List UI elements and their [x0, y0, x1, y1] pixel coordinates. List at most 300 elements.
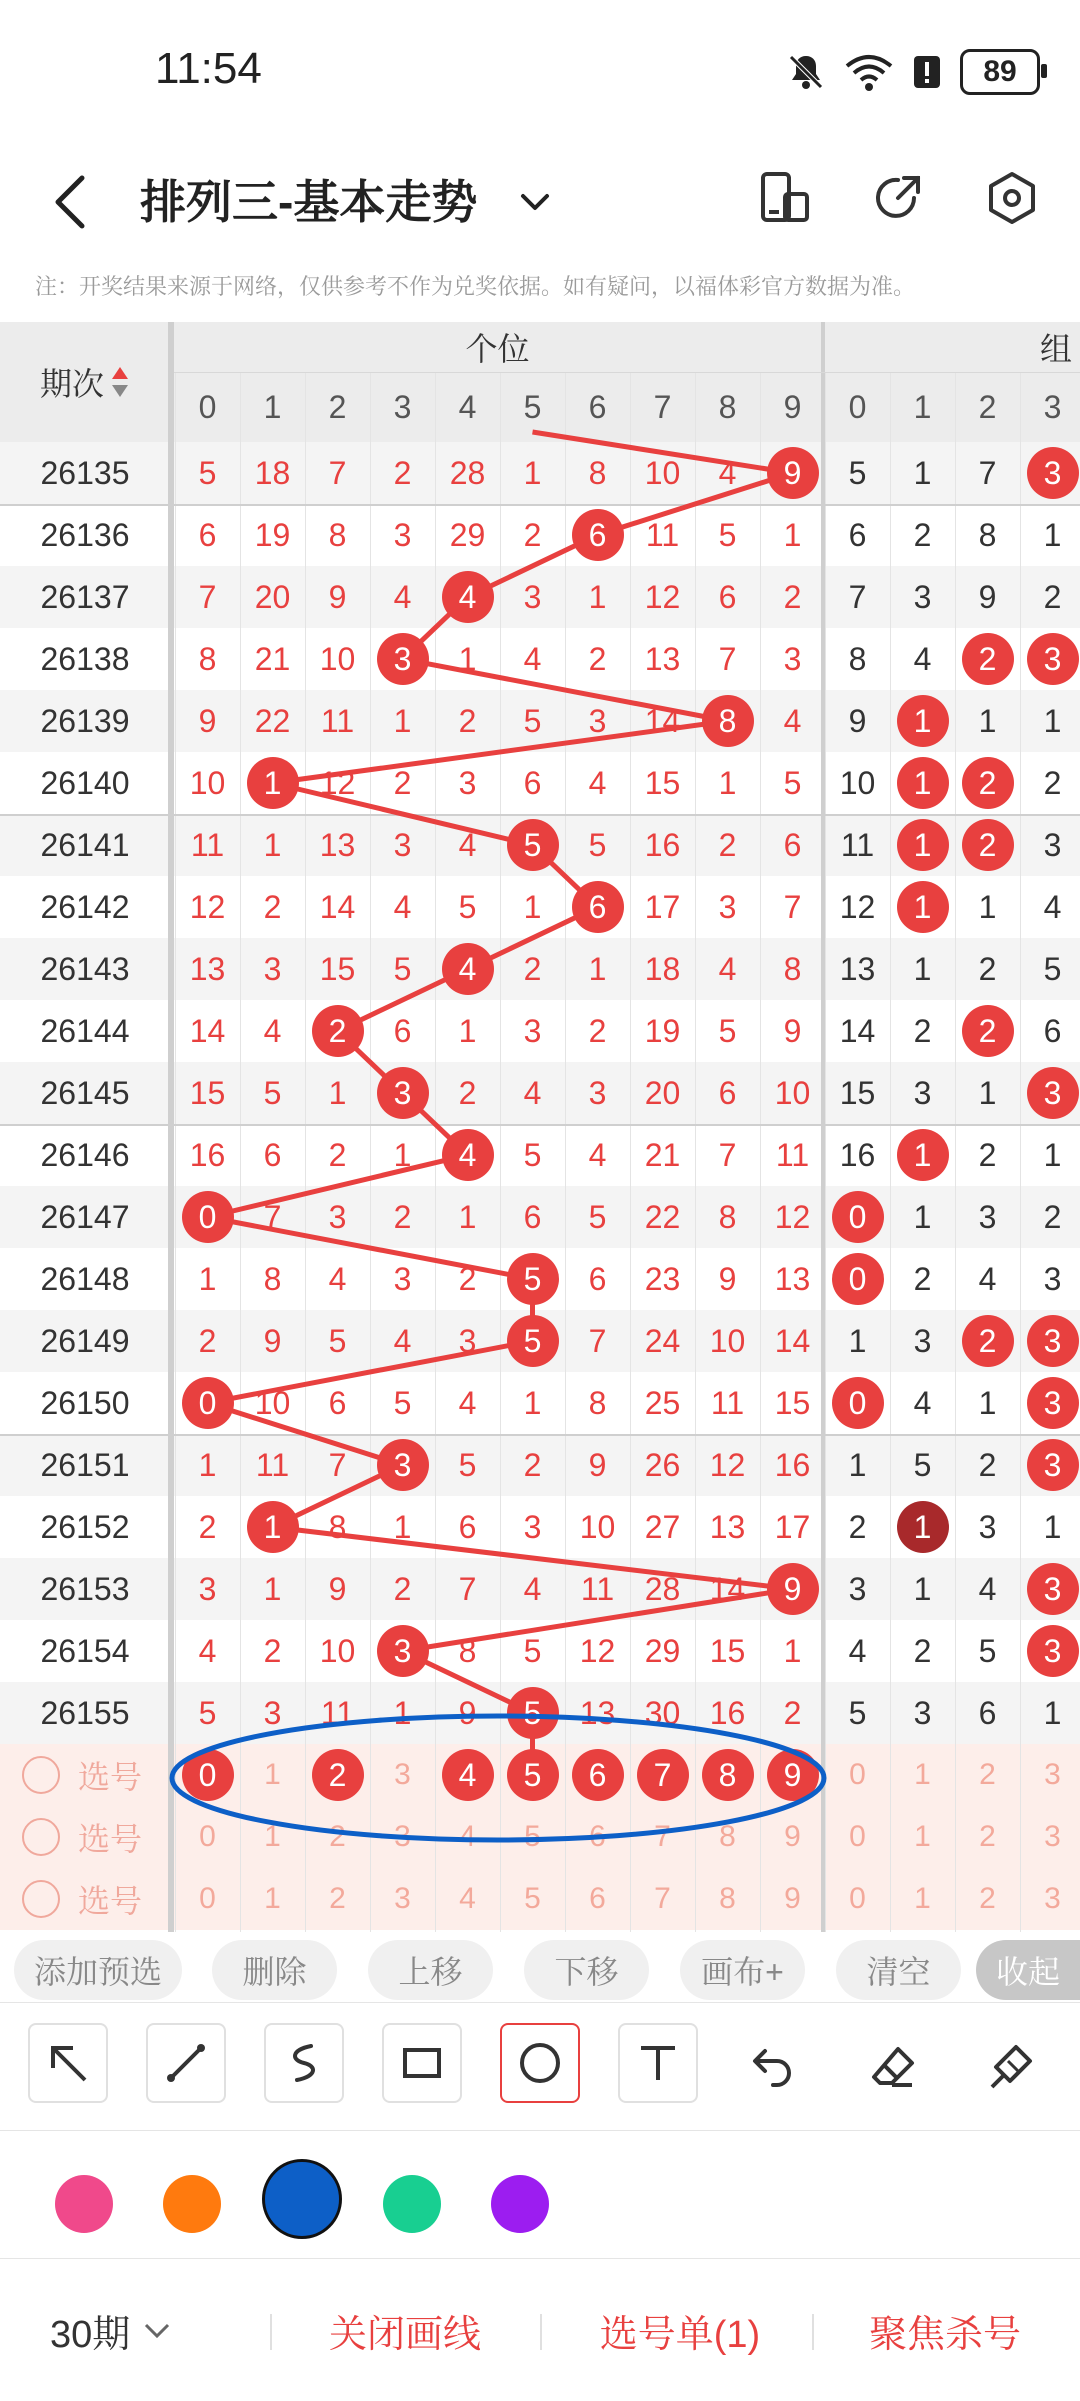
- digit-cell: [695, 690, 760, 752]
- digit-cell: 11: [580, 1570, 615, 1607]
- mute-bell-icon: [786, 52, 826, 92]
- group-cell: 12: [839, 888, 876, 925]
- page-title[interactable]: 排列三-基本走势: [140, 176, 478, 228]
- select-digit[interactable]: 2: [329, 1820, 346, 1853]
- select-group-digit[interactable]: 0: [849, 1758, 866, 1791]
- digit-cell: 1: [523, 1384, 542, 1421]
- group-cell: 1: [978, 1074, 997, 1111]
- group-cell: 4: [913, 640, 932, 677]
- period-cell: 26150: [40, 1384, 130, 1421]
- digit-cell: 7: [458, 1570, 477, 1607]
- period-select[interactable]: [50, 2259, 250, 2401]
- digit-cell: 2: [458, 1074, 477, 1111]
- select-group-digit[interactable]: 1: [914, 1820, 931, 1853]
- group-cell: [1020, 1372, 1080, 1434]
- group-digit-header: 0: [848, 388, 867, 425]
- group-cell: 8: [848, 640, 867, 677]
- group-cell: 4: [978, 1260, 997, 1297]
- digit-cell: 8: [458, 1632, 477, 1669]
- group-cell: 6: [848, 516, 867, 553]
- digit-cell: 16: [644, 826, 681, 863]
- period-cell: 26151: [40, 1446, 130, 1483]
- digit-cell: 6: [328, 1384, 347, 1421]
- move-up-button[interactable]: 上移: [368, 1940, 493, 2000]
- select-digit[interactable]: [760, 1744, 825, 1806]
- digit-cell: 3: [523, 1012, 542, 1049]
- group-cell: 4: [978, 1570, 997, 1607]
- hit-ball: 3: [377, 633, 429, 685]
- digit-cell: 6: [718, 578, 737, 615]
- app-header: [0, 140, 1080, 270]
- digit-cell: 4: [783, 702, 802, 739]
- group-cell: 5: [1043, 950, 1062, 987]
- selected-ball: 9: [767, 1749, 819, 1801]
- select-list-button[interactable]: 选号单(1): [599, 2313, 761, 2356]
- group-hit-ball: 3: [1027, 1563, 1079, 1615]
- group-hit-ball: 0: [832, 1377, 884, 1429]
- digit-cell: [500, 814, 565, 876]
- digit-header: 2: [328, 388, 347, 425]
- brush-icon[interactable]: [986, 2041, 1036, 2091]
- select-digit[interactable]: [175, 1744, 240, 1806]
- digit-cell: 6: [718, 1074, 737, 1111]
- digit-cell: 25: [644, 1384, 681, 1421]
- digit-cell: 20: [644, 1074, 681, 1111]
- undo-icon[interactable]: [745, 2041, 795, 2091]
- digit-cell: 14: [774, 1322, 811, 1359]
- hit-ball: 4: [442, 571, 494, 623]
- select-group-digit[interactable]: 3: [1044, 1820, 1061, 1853]
- select-digit[interactable]: 3: [394, 1882, 411, 1915]
- group-cell: 3: [913, 578, 932, 615]
- digit-cell: 6: [523, 764, 542, 801]
- hit-ball: 3: [377, 1439, 429, 1491]
- eraser-icon[interactable]: [868, 2041, 918, 2091]
- digit-cell: 4: [718, 454, 737, 491]
- digit-cell: 11: [710, 1384, 745, 1421]
- select-digit[interactable]: 6: [589, 1820, 606, 1853]
- period-cell: 26154: [40, 1632, 130, 1669]
- group-cell: 8: [978, 516, 997, 553]
- select-group-digit[interactable]: 2: [979, 1820, 996, 1853]
- group-hit-ball: 1: [897, 819, 949, 871]
- trend-table: [0, 322, 1080, 1932]
- digit-cell: 10: [189, 764, 226, 801]
- select-radio[interactable]: [22, 1756, 60, 1794]
- group-cell: [1020, 442, 1080, 504]
- digit-cell: 2: [393, 764, 412, 801]
- digit-cell: 21: [254, 640, 291, 677]
- status-bar: [0, 0, 1080, 140]
- digit-cell: 18: [254, 454, 291, 491]
- digit-cell: 23: [644, 1260, 681, 1297]
- digit-header: 7: [653, 388, 672, 425]
- line-tool[interactable]: [146, 2023, 226, 2103]
- digit-cell: 1: [783, 1632, 802, 1669]
- digit-cell: 1: [393, 1508, 412, 1545]
- select-digit[interactable]: 2: [329, 1882, 346, 1915]
- wifi-icon: [844, 52, 894, 92]
- period-cell: 26149: [40, 1322, 130, 1359]
- digit-cell: 5: [523, 1136, 542, 1173]
- group-cell: 1: [913, 454, 932, 491]
- color-pink[interactable]: [55, 2175, 113, 2233]
- period-header[interactable]: [0, 322, 170, 442]
- digit-cell: 13: [644, 640, 681, 677]
- select-digit[interactable]: 9: [784, 1882, 801, 1915]
- digit-cell: 10: [319, 1632, 356, 1669]
- hit-ball: 4: [442, 1129, 494, 1181]
- alert-icon: [912, 52, 942, 92]
- group-hit-ball: 3: [1027, 1067, 1079, 1119]
- group-hit-ball: 1: [897, 1501, 949, 1553]
- group-cell: 4: [848, 1632, 867, 1669]
- hit-ball: 6: [572, 509, 624, 561]
- digit-cell: 22: [254, 702, 291, 739]
- delete-button[interactable]: 删除: [212, 1940, 337, 2000]
- group-hit-ball: 1: [897, 695, 949, 747]
- select-group-digit[interactable]: 0: [849, 1882, 866, 1915]
- collapse-button[interactable]: 收起: [976, 1940, 1080, 2000]
- group-hit-ball: 1: [897, 881, 949, 933]
- group-cell: 1: [848, 1322, 867, 1359]
- period-cell: 26139: [40, 702, 130, 739]
- digit-cell: 9: [588, 1446, 607, 1483]
- rectangle-tool[interactable]: [382, 2023, 462, 2103]
- select-digit[interactable]: [305, 1744, 370, 1806]
- period-cell: 26136: [40, 516, 130, 553]
- digit-cell: 2: [523, 950, 542, 987]
- group-cell: 1: [978, 888, 997, 925]
- close-line-button[interactable]: 关闭画线: [328, 2313, 481, 2356]
- select-digit[interactable]: 8: [719, 1820, 736, 1853]
- period-cell: 26148: [40, 1260, 130, 1297]
- select-digit[interactable]: 1: [264, 1882, 281, 1915]
- action-button-row: [0, 1940, 1080, 2000]
- select-group-digit[interactable]: 3: [1044, 1758, 1061, 1791]
- digit-cell: [435, 938, 500, 1000]
- group-cell: 3: [848, 1570, 867, 1607]
- digit-cell: 3: [588, 702, 607, 739]
- digit-cell: [760, 442, 825, 504]
- group-cell: 6: [978, 1694, 997, 1731]
- digit-cell: 5: [393, 1384, 412, 1421]
- digit-cell: 11: [255, 1446, 290, 1483]
- digit-header: 6: [588, 388, 607, 425]
- group-cell: [955, 814, 1020, 876]
- digit-cell: 10: [774, 1074, 811, 1111]
- digit-cell: 8: [328, 1508, 347, 1545]
- select-digit[interactable]: 8: [719, 1882, 736, 1915]
- clear-button[interactable]: 清空: [836, 1940, 961, 2000]
- digit-cell: 11: [645, 516, 680, 553]
- select-label: 选号: [78, 1883, 143, 1919]
- digit-header: 9: [783, 388, 802, 425]
- hit-ball: 1: [247, 757, 299, 809]
- select-digit[interactable]: 9: [784, 1820, 801, 1853]
- hit-ball: 5: [507, 819, 559, 871]
- digit-cell: 6: [458, 1508, 477, 1545]
- group-cell: 3: [1043, 826, 1062, 863]
- hit-ball: 5: [507, 1687, 559, 1739]
- digit-cell: 2: [393, 454, 412, 491]
- add-preselect-button[interactable]: 添加预选: [14, 1940, 182, 2000]
- digit-cell: 9: [328, 1570, 347, 1607]
- digit-cell: 1: [393, 1136, 412, 1173]
- digit-cell: 10: [644, 454, 681, 491]
- group-cell: 2: [848, 1508, 867, 1545]
- digit-cell: 2: [393, 1570, 412, 1607]
- digit-cell: 2: [523, 516, 542, 553]
- move-down-button[interactable]: 下移: [524, 1940, 649, 2000]
- canvas-plus-button[interactable]: 画布+: [680, 1940, 805, 2000]
- digit-cell: 5: [198, 454, 217, 491]
- select-group-digit[interactable]: 3: [1044, 1882, 1061, 1915]
- hit-ball: 6: [572, 881, 624, 933]
- digit-cell: 27: [644, 1508, 681, 1545]
- group-cell: [890, 814, 955, 876]
- group-cell: 5: [978, 1632, 997, 1669]
- digit-cell: 12: [579, 1632, 616, 1669]
- select-digit[interactable]: 5: [524, 1820, 541, 1853]
- select-group-digit[interactable]: 2: [979, 1882, 996, 1915]
- group-cell: 5: [848, 454, 867, 491]
- color-blue-selected[interactable]: [262, 2159, 342, 2239]
- digit-cell: 5: [263, 1074, 282, 1111]
- phone-layout-icon[interactable]: [755, 168, 815, 228]
- digit-cell: 8: [783, 950, 802, 987]
- group-cell: [955, 1000, 1020, 1062]
- digit-cell: 1: [523, 454, 542, 491]
- digit-cell: [175, 1186, 240, 1248]
- group-cell: 1: [978, 702, 997, 739]
- digit-cell: 4: [393, 1322, 412, 1359]
- digit-cell: [305, 1000, 370, 1062]
- group-hit-ball: 1: [897, 757, 949, 809]
- select-group-digit[interactable]: 0: [849, 1820, 866, 1853]
- color-orange[interactable]: [163, 2175, 221, 2233]
- status-icons: [786, 44, 1040, 100]
- digit-cell: 1: [263, 1570, 282, 1607]
- divider: [270, 2314, 272, 2350]
- select-digit[interactable]: [500, 1744, 565, 1806]
- group-cell: [955, 752, 1020, 814]
- select-group-digit[interactable]: 1: [914, 1882, 931, 1915]
- settings-hex-icon[interactable]: [982, 168, 1042, 228]
- group-hit-ball: 2: [962, 633, 1014, 685]
- group-cell: 1: [913, 1198, 932, 1235]
- sort-icon: [110, 365, 130, 399]
- select-digit[interactable]: 6: [589, 1882, 606, 1915]
- select-digit[interactable]: 1: [264, 1758, 281, 1791]
- hit-ball: 0: [182, 1191, 234, 1243]
- group-cell: 2: [978, 1446, 997, 1483]
- share-icon[interactable]: [868, 168, 928, 228]
- group-cell: 10: [839, 764, 876, 801]
- digit-cell: 11: [320, 1694, 355, 1731]
- digit-cell: 2: [783, 578, 802, 615]
- group-cell: 4: [913, 1384, 932, 1421]
- select-digit[interactable]: 5: [524, 1882, 541, 1915]
- digit-cell: [565, 876, 630, 938]
- digit-cell: 2: [458, 1260, 477, 1297]
- curve-tool[interactable]: [264, 2023, 344, 2103]
- digit-cell: 4: [523, 1074, 542, 1111]
- digit-cell: 8: [328, 516, 347, 553]
- group-hit-ball: 3: [1027, 1315, 1079, 1367]
- battery-indicator: 89: [960, 49, 1040, 95]
- digit-cell: 1: [393, 1694, 412, 1731]
- group-cell: 3: [913, 1694, 932, 1731]
- digit-cell: 3: [393, 516, 412, 553]
- digit-cell: 7: [718, 1136, 737, 1173]
- select-digit[interactable]: 4: [459, 1820, 476, 1853]
- bottom-bar: [0, 2258, 1080, 2401]
- digit-cell: 4: [198, 1632, 217, 1669]
- back-arrow-icon[interactable]: [40, 162, 100, 242]
- chevron-down-icon[interactable]: [515, 182, 555, 222]
- digit-cell: 16: [774, 1446, 811, 1483]
- digit-cell: 13: [189, 950, 226, 987]
- digit-cell: 3: [458, 764, 477, 801]
- group-cell: 2: [1043, 578, 1062, 615]
- group-hit-ball: 3: [1027, 447, 1079, 499]
- digit-cell: 2: [783, 1694, 802, 1731]
- digit-cell: 15: [709, 1632, 746, 1669]
- select-digit[interactable]: 7: [654, 1820, 671, 1853]
- digit-cell: [435, 1124, 500, 1186]
- group-cell: [955, 1310, 1020, 1372]
- digit-cell: 17: [774, 1508, 811, 1545]
- digit-cell: 6: [523, 1198, 542, 1235]
- color-palette: [0, 2130, 1080, 2259]
- period-cell: 26144: [40, 1012, 130, 1049]
- digit-cell: 21: [644, 1136, 681, 1173]
- digit-cell: 7: [718, 640, 737, 677]
- digit-cell: 18: [644, 950, 681, 987]
- text-tool[interactable]: [618, 2023, 698, 2103]
- group-cell: 1: [1043, 702, 1062, 739]
- period-cell: 26140: [40, 764, 130, 801]
- digit-cell: 1: [783, 516, 802, 553]
- group-hit-ball: 3: [1027, 633, 1079, 685]
- hit-ball: 9: [767, 1563, 819, 1615]
- divider: [812, 2314, 814, 2350]
- group-cell: 1: [848, 1446, 867, 1483]
- select-digit[interactable]: 3: [394, 1820, 411, 1853]
- digit-cell: 5: [718, 516, 737, 553]
- digit-cell: 12: [774, 1198, 811, 1235]
- color-green[interactable]: [383, 2175, 441, 2233]
- digit-cell: [240, 752, 305, 814]
- group-cell: [1020, 1062, 1080, 1124]
- digit-cell: 11: [775, 1136, 810, 1173]
- digit-cell: 9: [328, 578, 347, 615]
- hit-ball: 1: [247, 1501, 299, 1553]
- select-digit[interactable]: 1: [264, 1820, 281, 1853]
- select-digit[interactable]: 0: [199, 1882, 216, 1915]
- select-radio[interactable]: [22, 1818, 60, 1856]
- period-cell: 26153: [40, 1570, 130, 1607]
- digit-cell: 4: [393, 888, 412, 925]
- group-cell: [1020, 1310, 1080, 1372]
- digit-cell: 8: [588, 454, 607, 491]
- select-digit[interactable]: 3: [394, 1758, 411, 1791]
- digit-cell: 26: [644, 1446, 681, 1483]
- group-cell: 16: [839, 1136, 876, 1173]
- group-cell: 7: [848, 578, 867, 615]
- digit-cell: 8: [263, 1260, 282, 1297]
- arrow-tool[interactable]: [28, 2023, 108, 2103]
- disclaimer-note: 注：开奖结果来源于网络，仅供参考不作为兑奖依据。如有疑问，以福体彩官方数据为准。: [35, 274, 916, 299]
- group-cell: 5: [848, 1694, 867, 1731]
- group-cell: 13: [839, 950, 876, 987]
- group-cell: [825, 1186, 890, 1248]
- digit-cell: 2: [328, 1136, 347, 1173]
- group-hit-ball: 0: [832, 1253, 884, 1305]
- period-cell: 26137: [40, 578, 130, 615]
- group-cell: 2: [913, 1012, 932, 1049]
- digit-cell: 7: [588, 1322, 607, 1359]
- select-digit[interactable]: [565, 1744, 630, 1806]
- digit-cell: 1: [458, 1012, 477, 1049]
- group-cell: 1: [913, 950, 932, 987]
- digit-cell: 5: [588, 1198, 607, 1235]
- group-cell: 9: [978, 578, 997, 615]
- digit-cell: 2: [198, 1322, 217, 1359]
- digit-cell: [240, 1496, 305, 1558]
- digit-cell: 4: [458, 1384, 477, 1421]
- color-purple[interactable]: [491, 2175, 549, 2233]
- select-digit[interactable]: [695, 1744, 760, 1806]
- group-hit-ball: 3: [1027, 1625, 1079, 1677]
- group-cell: 9: [848, 702, 867, 739]
- select-digit[interactable]: 0: [199, 1820, 216, 1853]
- group-cell: [955, 628, 1020, 690]
- select-digit[interactable]: [435, 1744, 500, 1806]
- digit-cell: 3: [718, 888, 737, 925]
- digit-cell: 4: [588, 1136, 607, 1173]
- digit-cell: 10: [579, 1508, 616, 1545]
- digit-cell: 4: [718, 950, 737, 987]
- digit-cell: 1: [328, 1074, 347, 1111]
- digit-cell: 6: [198, 516, 217, 553]
- digit-cell: 15: [644, 764, 681, 801]
- digit-cell: 12: [644, 578, 681, 615]
- select-group-digit[interactable]: 1: [914, 1758, 931, 1791]
- digit-cell: 1: [198, 1446, 217, 1483]
- group-cell: 2: [1043, 764, 1062, 801]
- select-radio[interactable]: [22, 1880, 60, 1918]
- digit-cell: [760, 1558, 825, 1620]
- digit-cell: 1: [393, 702, 412, 739]
- focus-kill-button[interactable]: 聚焦杀号: [868, 2313, 1021, 2356]
- group-cell: [890, 1496, 955, 1558]
- select-group-digit[interactable]: 2: [979, 1758, 996, 1791]
- select-digit[interactable]: 7: [654, 1882, 671, 1915]
- circle-tool[interactable]: [500, 2023, 580, 2103]
- select-digit[interactable]: [630, 1744, 695, 1806]
- group-hit-ball: 2: [962, 1005, 1014, 1057]
- digit-cell: 28: [644, 1570, 681, 1607]
- digit-cell: 22: [644, 1198, 681, 1235]
- digit-cell: 1: [588, 950, 607, 987]
- digit-cell: 17: [644, 888, 681, 925]
- group-cell: 2: [978, 1136, 997, 1173]
- digit-cell: 28: [449, 454, 486, 491]
- select-digit[interactable]: 4: [459, 1882, 476, 1915]
- digit-cell: 12: [189, 888, 226, 925]
